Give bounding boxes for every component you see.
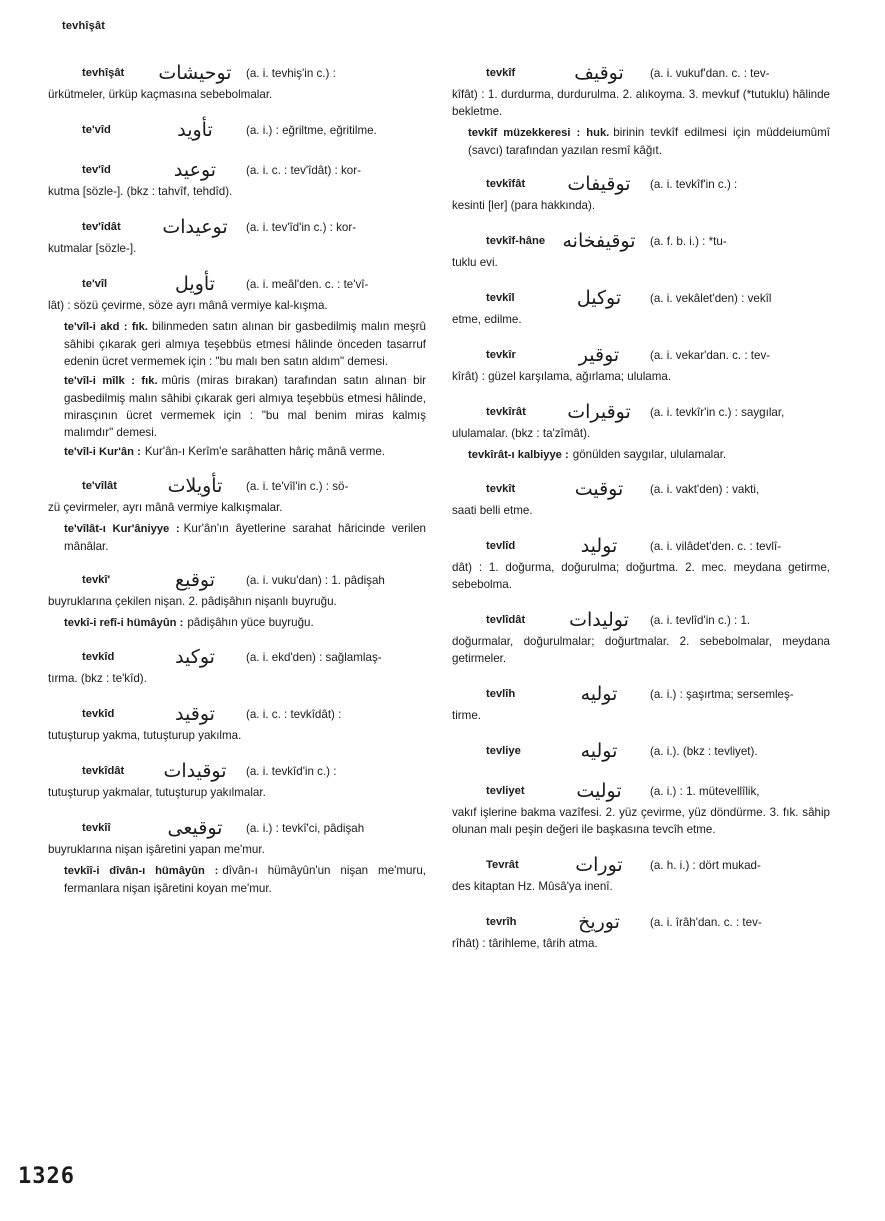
dictionary-entry (48, 60, 426, 103)
arabic-script: توليت (576, 779, 622, 802)
sub-definition: Kur'ân'ın âyetlerine sarahat hâricinde verilen mânâlar. (64, 522, 427, 553)
sub-headword: tevkîrât-ı kalbiyye : (468, 449, 569, 461)
sub-entry-text (48, 520, 426, 555)
entry-head-line (452, 738, 830, 764)
sub-entry (48, 318, 426, 370)
right-column (452, 60, 830, 966)
grammar-info: (a. i. tevkîf'in c.) : (650, 177, 738, 191)
entry-head-line (452, 681, 830, 707)
left-column (48, 60, 426, 909)
entry-head-line (452, 399, 830, 425)
definition: vakıf işlerine bakma vazîfesi. 2. yüz çevirme, yüz döndürme. 3. fık. sâhip olunan malı peşin değeri ile başkasına tevcîh etme. (452, 806, 830, 836)
grammar-info: (a. i. tev'îd'in c.) : kor- (246, 220, 357, 234)
definition: des kitaptan Hz. Mûsâ'ya inenî. (452, 880, 613, 893)
grammar-info: (a. i. vukuf'dan. c. : tev- (650, 66, 770, 80)
entry-head-line (48, 473, 426, 499)
definition: buyruklarına nişan işâretini yapan me'mur. (48, 843, 265, 856)
entry-head-line (48, 157, 426, 183)
sub-headword: te'vîl-i akd : fık. (64, 321, 148, 333)
arabic-script: توليدات (569, 608, 629, 631)
arabic-script: تأويلات (167, 474, 223, 497)
entry-head-line (48, 60, 426, 86)
sub-entry-text (48, 862, 426, 897)
dictionary-entry (48, 473, 426, 516)
dictionary-entry (48, 701, 426, 744)
grammar-info: (a. i.) : eğriltme, eğritilme. (246, 123, 377, 137)
entry-head-line (452, 607, 830, 633)
entry-head-line (452, 342, 830, 368)
grammar-info: (a. i. ekd'den) : sağlamlaş- (246, 650, 382, 664)
dictionary-entry (452, 852, 830, 895)
dictionary-entry (48, 157, 426, 200)
running-head: tevhîşât (62, 20, 106, 32)
headword: tevkîfât (486, 177, 526, 190)
sub-entry-text (48, 318, 426, 370)
arabic-script: توعيدات (162, 215, 228, 238)
grammar-info: (a. i. c. : tev'îdât) : kor- (246, 163, 361, 177)
arabic-script: توعيد (173, 158, 217, 181)
grammar-info: (a. i. îrâh'dan. c. : tev- (650, 915, 762, 929)
definition: tırma. (bkz : te'kîd). (48, 672, 147, 685)
headword: Tevrât (486, 858, 519, 871)
headword: te'vîlât (82, 479, 117, 492)
headword: tev'îd (82, 163, 111, 176)
headword: tevliyet (486, 784, 525, 797)
arabic-script: توكيد (175, 645, 215, 668)
grammar-info: (a. i. vekâlet'den) : vekîl (650, 291, 772, 305)
sub-entry-text (48, 614, 426, 632)
grammar-info: (a. i. tevhiş'in c.) : (246, 66, 336, 80)
sub-definition: gönülden saygılar, ululamalar. (572, 448, 727, 461)
arabic-script: توقيف (574, 61, 624, 84)
definition: tirme. (452, 709, 481, 722)
dictionary-entry (452, 909, 830, 952)
entry-head-line (48, 644, 426, 670)
dictionary-entry (452, 285, 830, 328)
grammar-info: (a. i. vakt'den) : vakti, (650, 482, 760, 496)
entry-head-line (48, 214, 426, 240)
sub-entry (452, 446, 830, 464)
headword: tevkît (486, 482, 516, 495)
entry-head-line (452, 852, 830, 878)
grammar-info: (a. i. tevlîd'in c.) : 1. (650, 613, 751, 627)
arabic-script: توقيد (175, 702, 215, 725)
arabic-script: توقيت (574, 477, 624, 500)
headword: tevkîî (82, 821, 111, 834)
headword: tevkîr (486, 348, 516, 361)
sub-headword: tevkîî-i dîvân-ı hümâyûn : (64, 865, 219, 877)
dictionary-entry (452, 399, 830, 442)
sub-headword: tevkîf müzekkeresi : huk. (468, 127, 610, 139)
dictionary-entry (48, 815, 426, 858)
headword: tevkî' (82, 573, 111, 586)
dictionary-entry (452, 476, 830, 519)
arabic-script: توحيشات (158, 61, 232, 84)
dictionary-entry (452, 228, 830, 271)
dictionary-entry (452, 60, 830, 120)
sub-headword: te'vîl-i Kur'ân : (64, 446, 141, 458)
sub-definition: birinin tevkîf edilmesi için müddeiumûmî (savcı) tarafından yazılan resmî kâğıt. (468, 126, 830, 157)
headword: tev'îdât (82, 220, 121, 233)
dictionary-entry (48, 567, 426, 610)
headword: tevrîh (486, 915, 517, 928)
arabic-script: توقيدات (163, 759, 227, 782)
headword: tevkîd (82, 650, 115, 663)
grammar-info: (a. i. meâl'den. c. : te'vî- (246, 277, 369, 291)
definition: ululamalar. (bkz : ta'zîmât). (452, 427, 591, 440)
dictionary-entry (48, 758, 426, 801)
arabic-script: توليه (580, 682, 618, 705)
grammar-info: (a. i. vuku'dan) : 1. pâdişah (246, 573, 385, 587)
headword: te'vîl (82, 277, 108, 290)
grammar-info: (a. i.) : şaşırtma; sersemleş- (650, 687, 794, 701)
headword: te'vîd (82, 123, 111, 136)
grammar-info: (a. i.) : tevkî'ci, pâdişah (246, 821, 365, 835)
arabic-script: توقيفخانه (562, 229, 636, 252)
entry-head-line (452, 909, 830, 935)
definition: rîhât) : târihleme, târih atma. (452, 937, 598, 950)
arabic-script: توقيع (174, 568, 216, 591)
headword: tevlîd (486, 539, 516, 552)
arabic-script: توريخ (578, 910, 620, 933)
definition: lât) : sözü çevirme, söze ayrı mânâ vermiye kal-kışma. (48, 299, 328, 312)
grammar-info: (a. i.) : 1. mütevellîlik, (650, 784, 760, 798)
entry-head-line (452, 60, 830, 86)
definition: ürkütmeler, ürküp kaçmasına sebebolmalar. (48, 88, 273, 101)
grammar-info: (a. i. tevkîr'in c.) : saygılar, (650, 405, 785, 419)
definition: tuklu evi. (452, 256, 498, 269)
definition: zü çevirmeler, ayrı mânâ vermiye kalkışmalar. (48, 501, 283, 514)
grammar-info: (a. h. i.) : dört mukad- (650, 858, 761, 872)
entry-head-line (452, 228, 830, 254)
definition: etme, edilme. (452, 313, 522, 326)
definition: tutuşturup yakma, tutuşturup yakılma. (48, 729, 242, 742)
definition: kîrât) : güzel karşılama, ağırlama; ululama. (452, 370, 672, 383)
entry-head-line (48, 701, 426, 727)
dictionary-entry (48, 271, 426, 314)
entry-head-line (48, 271, 426, 297)
sub-headword: te'vîl-i mîlk : fık. (64, 375, 158, 387)
grammar-info: (a. f. b. i.) : *tu- (650, 234, 727, 248)
arabic-script: توقير (578, 343, 620, 366)
dictionary-entry (48, 214, 426, 257)
sub-headword: tevkî-i refî-i hümâyûn : (64, 617, 184, 629)
sub-entry-text (452, 446, 830, 464)
sub-entry-text (452, 124, 830, 159)
entry-head-line (452, 533, 830, 559)
definition: kutmalar [sözle-]. (48, 242, 137, 255)
sub-definition: Kur'ân-ı Kerîm'e sarâhatten hâriç mânâ verme. (144, 445, 386, 458)
headword: tevkîd (82, 707, 115, 720)
headword: tevliye (486, 744, 521, 757)
headword: tevlîh (486, 687, 516, 700)
entry-head-line (452, 778, 830, 804)
headword: tevkîf-hâne (486, 234, 546, 247)
dictionary-entry (452, 738, 830, 764)
sub-entry (48, 443, 426, 461)
sub-definition: mûris (miras bırakan) tarafından satın alınan bir gasbedilmiş malın sâhibi çıkarak geri almıya teşebbüs etmesi hâlinde, mirasçının ücret vermemek için : "bu mal benim miras kalmış malımdır" demesi. (64, 374, 427, 439)
definition: saati belli etme. (452, 504, 533, 517)
arabic-script: توقيفات (567, 172, 631, 195)
sub-entry-text (48, 372, 426, 441)
grammar-info: (a. i. tevkîd'in c.) : (246, 764, 337, 778)
arabic-script: توليه (580, 739, 618, 762)
dictionary-entry (452, 533, 830, 593)
sub-entry-text (48, 443, 426, 461)
sub-entry (48, 372, 426, 441)
page-number: 1326 (18, 1164, 75, 1189)
arabic-script: تأويل (175, 272, 215, 295)
dictionary-entry (452, 681, 830, 724)
arabic-script: توقيعى (167, 816, 223, 839)
arabic-script: تأويد (177, 118, 213, 141)
arabic-script: توليد (580, 534, 618, 557)
definition: buyruklarına çekilen nişan. 2. pâdişâhın nişanlı buyruğu. (48, 595, 337, 608)
sub-entry (452, 124, 830, 159)
entry-head-line (48, 117, 426, 143)
headword: tevlîdât (486, 613, 526, 626)
sub-entry (48, 862, 426, 897)
entry-head-line (452, 285, 830, 311)
headword: tevkîf (486, 66, 516, 79)
grammar-info: (a. i. vilâdet'den. c. : tevlî- (650, 539, 782, 553)
entry-head-line (48, 758, 426, 784)
sub-definition: dîvân-ı hümâyûn'un nişan me'muru, fermanlara nişan işâretini koyan me'mur. (64, 864, 426, 895)
entry-head-line (48, 567, 426, 593)
grammar-info: (a. i.). (bkz : tevliyet). (650, 744, 758, 758)
arabic-script: تورات (575, 853, 623, 876)
entry-head-line (452, 476, 830, 502)
dictionary-entry (48, 117, 426, 143)
headword: tevkîrât (486, 405, 526, 418)
headword: tevkîdât (82, 764, 125, 777)
entry-head-line (452, 171, 830, 197)
arabic-script: توقيرات (567, 400, 631, 423)
definition: dât) : 1. doğurma, doğurulma; doğurtma. 2. mec. meydana getirme, sebebolma. (452, 561, 830, 591)
sub-definition: pâdişâhın yüce buyruğu. (187, 616, 314, 629)
definition: kîfât) : 1. durdurma, durdurulma. 2. alıkoyma. 3. mevkuf (*tutuklu) hâlinde bekletme. (452, 88, 830, 118)
arabic-script: توكيل (576, 286, 622, 309)
definition: tutuşturup yakmalar, tutuşturup yakılmalar. (48, 786, 266, 799)
definition: kutma [sözle-]. (bkz : tahvîf, tehdîd). (48, 185, 233, 198)
grammar-info: (a. i. te'vîl'in c.) : sö- (246, 479, 349, 493)
grammar-info: (a. i. vekar'dan. c. : tev- (650, 348, 771, 362)
definition: doğurmalar, doğurulmalar; doğurtmalar. 2. sebebolmalar, meydana getirmeler. (452, 635, 830, 665)
sub-headword: te'vîlât-ı Kur'âniyye : (64, 523, 180, 535)
headword: tevhîşât (82, 66, 125, 79)
sub-entry (48, 520, 426, 555)
entry-head-line (48, 815, 426, 841)
dictionary-entry (48, 644, 426, 687)
dictionary-entry (452, 607, 830, 667)
sub-definition: bilinmeden satın alınan bir gasbedilmiş malın meşrû sâhibi çıkarak geri almıya teşebbüs etmesi hâlinde önceden tasarruf edenin ücret vermemek için : "bu malı ben satın aldım" demesi. (64, 320, 426, 368)
sub-entry (48, 614, 426, 632)
dictionary-entry (452, 342, 830, 385)
dictionary-entry (452, 778, 830, 838)
headword: tevkîl (486, 291, 515, 304)
definition: kesinti [ler] (para hakkında). (452, 199, 596, 212)
dictionary-entry (452, 171, 830, 214)
grammar-info: (a. i. c. : tevkîdât) : (246, 707, 342, 721)
